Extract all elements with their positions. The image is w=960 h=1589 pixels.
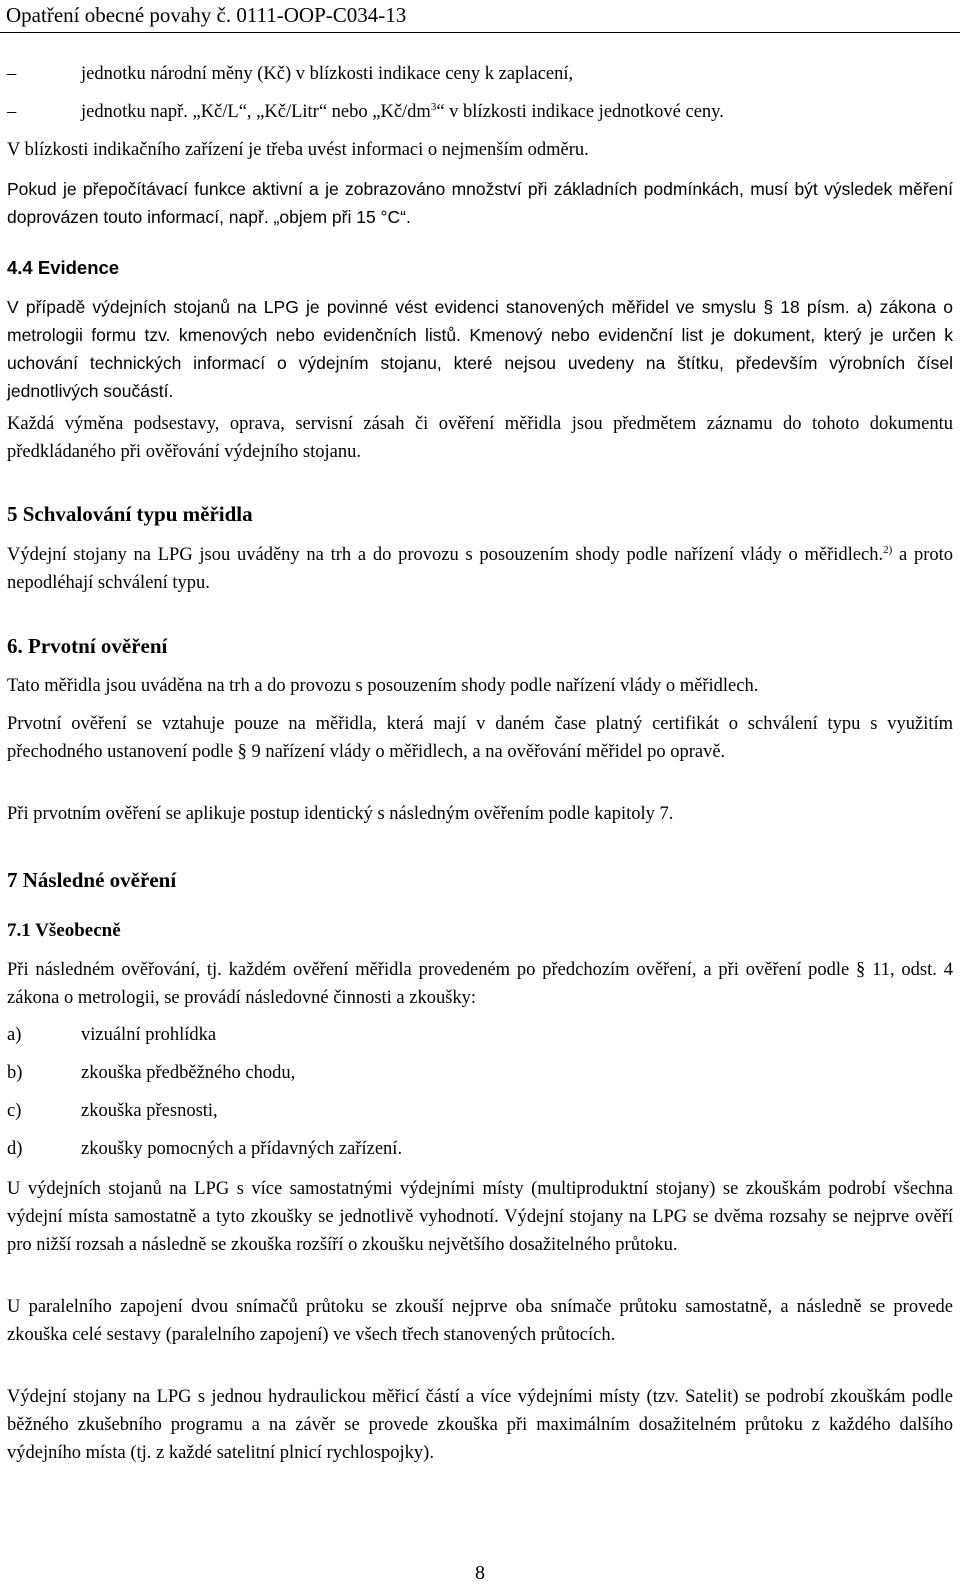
section-heading-7: 7 Následné ověření: [7, 868, 177, 892]
list-label: d): [7, 1139, 23, 1159]
list-item: [7, 1135, 402, 1163]
section-heading-5: 5 Schvalování typu měřidla: [7, 502, 253, 526]
bullet-text-part: “ v blízkosti indikace jednotkové ceny.: [436, 102, 724, 122]
paragraph-text: Výdejní stojany na LPG jsou uváděny na trh a do provozu s posouzením shody podle nařízení vlády o měřidlech.: [7, 545, 884, 565]
list-item: [7, 1021, 216, 1049]
subsequent-verification-paragraph-1: Při následném ověřování, tj. každém ověření měřidla provedeném po předchozím ověření, a při ověření podle § 11, odst. 4 zákona o metrologii, se provádí následovné činnosti a zkoušky:: [7, 960, 953, 1008]
initial-verification-paragraph-1: Tato měřidla jsou uváděna na trh a do provozu s posouzením shody podle nařízení vlády o měřidlech.: [7, 676, 759, 696]
list-item: [7, 1059, 295, 1087]
superscript-3: 3: [430, 101, 437, 113]
footnote-ref-2: 2): [883, 544, 893, 556]
section-heading-7-1: 7.1 Všeobecně: [7, 920, 121, 941]
subsequent-verification-paragraph-2: U výdejních stojanů na LPG s více samostatnými výdejními místy (multiproduktní stojany) se zkouškám podrobí všechna výdejní místa samostatně a tyto zkoušky se jednotlivě vyhodnotí. Výdejní stojany na LPG se dvěma rozsahy se nejprve ověří pro nižší rozsah a následně se zkouška rozšíří o zkoušku největšího dosažitelného průtoku.: [7, 1179, 953, 1255]
evidence-paragraph-1: V případě výdejních stojanů na LPG je povinné vést evidenci stanovených měřidel ve smyslu § 18 písm. a) zákona o metrologii formu tzv. kmenových nebo evidenčních listů. Kmenový nebo evidenční list je dokument, který je určen k uchování technických informací o výdejním stojanu, které nejsou uvedeny na štítku, především výrobních čísel jednotlivých součástí.: [7, 297, 953, 401]
list-text: vizuální prohlídka: [81, 1025, 217, 1045]
bullet-text: jednotku národní měny (Kč) v blízkosti indikace ceny k zaplacení,: [81, 64, 574, 84]
dash-marker: –: [7, 102, 17, 122]
bullet-text: [81, 98, 724, 126]
paragraph-text: a proto nepodléhají schválení typu.: [7, 545, 953, 593]
initial-verification-paragraph-2: Prvotní ověření se vztahuje pouze na měřidla, která mají v daném čase platný certifikát o schválení typu s využitím přechodného ustanovení podle § 9 nařízení vlády o měřidlech, a na ověřování měřidel po opravě.: [7, 714, 953, 762]
dash-marker: –: [7, 64, 17, 84]
type-approval-paragraph: [7, 541, 953, 597]
list-text: zkouška přesnosti,: [81, 1101, 218, 1121]
bullet-text-part: jednotku např. „Kč/L“, „Kč/Litr“ nebo „Kč/dm: [81, 102, 431, 122]
page-number: 8: [475, 1562, 485, 1584]
list-item: [7, 1097, 218, 1125]
list-label: c): [7, 1101, 22, 1121]
list-label: a): [7, 1025, 22, 1045]
running-header: Opatření obecné povahy č. 0111-OOP-C034-13: [6, 3, 407, 27]
list-text: zkoušky pomocných a přídavných zařízení.: [81, 1139, 403, 1159]
subsequent-verification-paragraph-3: U paralelního zapojení dvou snímačů průtoku se zkouší nejprve oba snímače průtoku samostatně, a následně se provede zkouška celé sestavy (paralelního zapojení) ve všech třech stanovených průtocích.: [7, 1297, 953, 1345]
section-heading-6: 6. Prvotní ověření: [7, 634, 168, 658]
list-text: zkouška předběžného chodu,: [81, 1063, 296, 1083]
subsequent-verification-paragraph-4: Výdejní stojany na LPG s jednou hydraulickou měřicí částí a více výdejními místy (tzv. Satelit) se podrobí zkouškám podle běžného zkušebního programu a na závěr se provede zkouška při maximálním dosažitelném průtoku z každého dalšího výdejního místa (tj. z každé satelitní plnicí rychlospojky).: [7, 1387, 953, 1463]
evidence-paragraph-2: Každá výměna podsestavy, oprava, servisní zásah či ověření měřidla jsou předmětem záznamu do tohoto dokumentu předkládaného při ověřování výdejního stojanu.: [7, 414, 953, 462]
header-rule: [0, 32, 960, 33]
intro-paragraph-1: V blízkosti indikačního zařízení je třeba uvést informaci o nejmenším odměru.: [7, 140, 589, 160]
list-label: b): [7, 1063, 23, 1083]
intro-paragraph-2: Pokud je přepočítávací funkce aktivní a je zobrazováno množství při základních podmínkách, musí být výsledek měření doprovázen touto informací, např. „objem při 15 °C“.: [7, 179, 953, 227]
section-heading-4-4: 4.4 Evidence: [7, 257, 120, 278]
initial-verification-paragraph-3: Při prvotním ověření se aplikuje postup identický s následným ověřením podle kapitoly 7.: [7, 804, 674, 824]
